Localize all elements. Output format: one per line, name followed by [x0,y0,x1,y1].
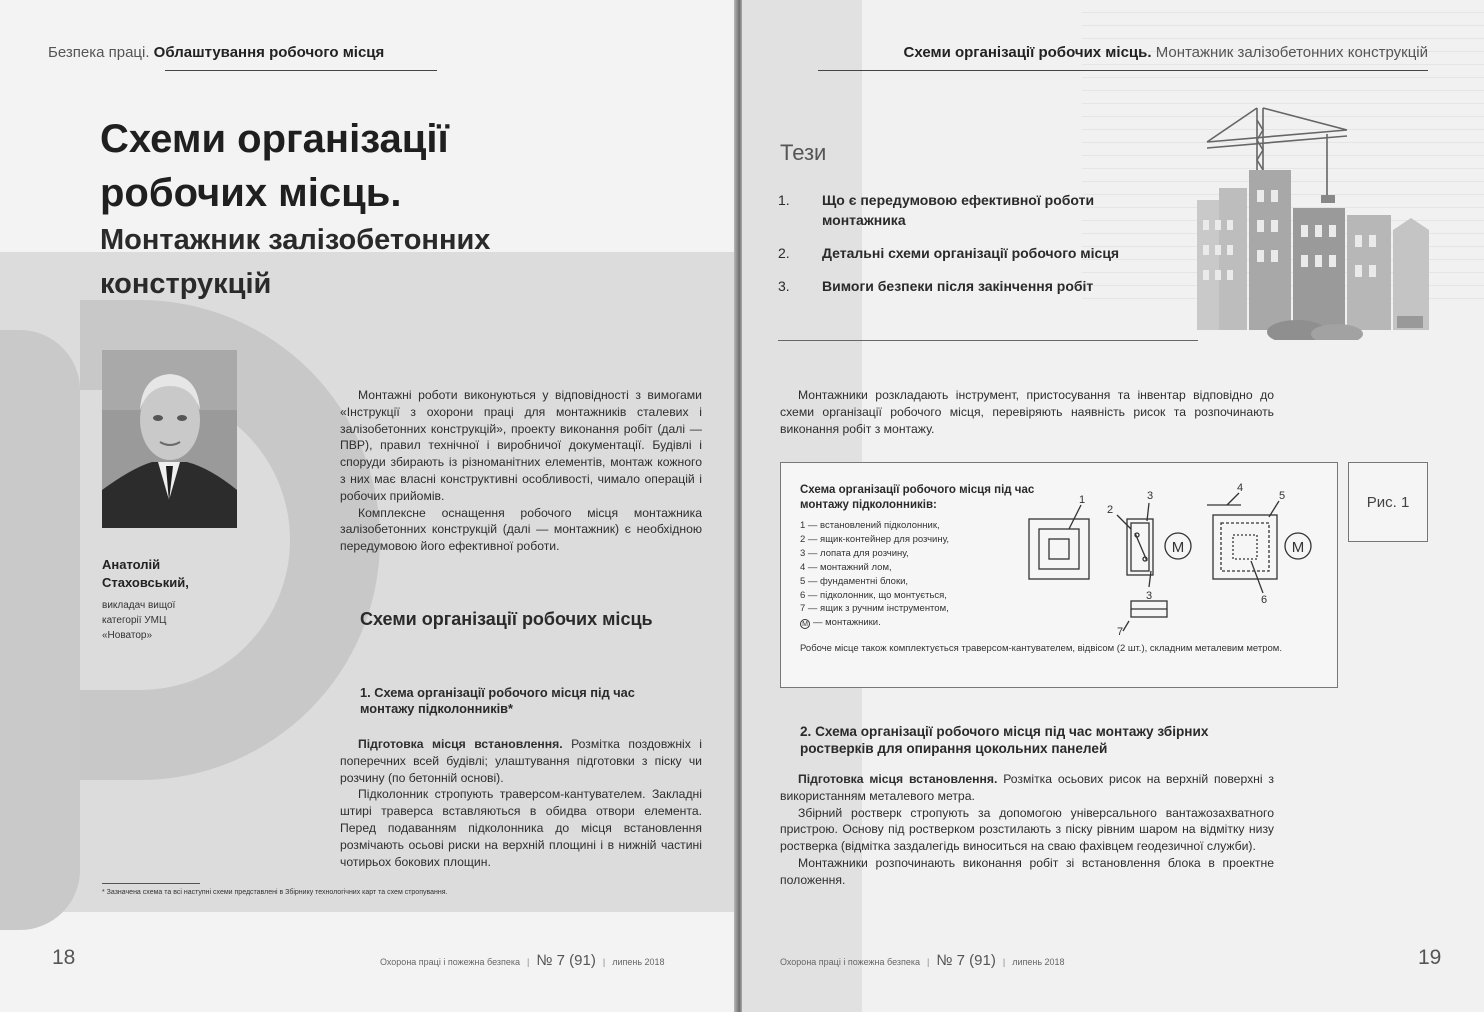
figure-legend [800,519,949,630]
section2-paragraph: Монтажники розпочинають виконання робіт зі встановлення блока в проектне положення. [780,855,1274,887]
subsection-heading: 1. Схема організації робочого місця під час монтажу підколонників* [360,685,635,716]
theses-item [778,243,1198,263]
intro-text [340,387,702,555]
construction-illustration [1197,100,1447,340]
article-subtitle: Монтажник залізобетонних конструкцій [100,224,491,300]
theses-text: Детальні схеми організації робочого місця [822,245,1120,261]
theses-item [778,190,1198,230]
legend-item-text: — монтажники. [813,617,881,629]
legend-item: 6 — підколонник, що монтується, [800,589,947,601]
legend-item: 2 — ящик-контейнер для розчину, [800,533,950,545]
subsection-paragraph: Розмітка поздовжніх і поперечних всей будівлі; улаштування підготовки з піску чи розчину (по бетонній основі). [340,737,702,785]
running-head-left [48,44,384,61]
section2-paragraph: Розмітка осьових рисок на верхній поверхні з використанням металевого метра. [780,772,1275,803]
scheme-label: 4 [1237,482,1244,494]
worker-symbol-icon: М [800,619,810,629]
running-head-section: Облаштування робочого місця [153,44,385,61]
intro-paragraph: Монтажні роботи виконуються у відповідності з вимогами «Інструкції з охорони праці для монтажників сталевих і залізобетонних конструкцій», проекту виконання робіт (далі — ПВР), правил технічної і виробничої документації. Будівлі і споруди збирають із різноманітних елементів, монтаж кожного з них має власні конструктивні особливості, чимало операцій і робочих прийомів. [340,388,702,503]
scheme-foundation-blocks [1213,515,1277,579]
figure-box [780,462,1338,688]
running-head-right [904,44,1428,61]
section2-lead: Підготовка місця встановлення. [798,772,998,786]
running-head-suffix: Монтажник залізобетонних конструкцій [1155,44,1428,61]
footer-date: липень 2018 [612,957,665,967]
theses-number: 1. [778,192,790,208]
figure-note: Робоче місце також комплектується траверсом-кантувателем, відвісом (2 шт.), складним металевим метром. [800,643,1282,654]
scheme-label: 2 [1107,504,1114,516]
theses-text: Що є передумовою ефективної роботи монтажника [822,192,1095,228]
legend-item: 1 — встановлений підколонник, [800,520,940,531]
background-shape [0,330,80,930]
left-page [0,0,738,1012]
running-head-underline [818,70,1428,71]
subsection-lead: Підготовка місця встановлення. [358,737,563,751]
legend-item: 3 — лопата для розчину, [800,547,909,559]
section-heading: Схеми організації робочих місць [360,609,653,629]
author-photo [102,350,237,528]
worker-symbol: М [1171,539,1185,556]
scheme-label: 3 [1147,490,1154,502]
subsection-text [340,736,702,870]
figure-title: Схема організації робочого місця під час монтажу підколонників: [800,484,1035,511]
page-footer: Охорона праці і пожежна безпека | № 7 (91) | липень 2018 [380,952,665,969]
scheme-label: 1 [1079,494,1086,506]
section2-paragraph: Збірний ростверк стропують за допомогою універсального вантажозахватного пристрою. Основу під ростверком розстилають з піску рівним шаром на відмітку низу ростверка (відмітка заздалегідь виноситься на сваю фахівцем геодезичної служби). [780,805,1274,854]
footer-magazine: Охорона праці і пожежна безпека [380,957,521,967]
article-title: Схеми організації робочих місць. [100,117,449,215]
author-name: Анатолій Стаховський, [102,557,189,590]
legend-item [800,616,949,630]
section2-text [780,771,1274,889]
intro-paragraph: Комплексне оснащення робочого місця монтажника залізобетонних конструкцій (далі — монтажник) є необхідною передумовою його ефективної роботи. [340,505,702,554]
author-role: викладач вищої категорії УМЦ «Новатор» [102,600,176,641]
section2-heading: 2. Схема організації робочого місця під час монтажу збірних ростверків для опирання цокольних панелей [800,724,1209,756]
intro-text [780,387,1274,437]
footer-issue: № 7 (91) [536,952,596,969]
scheme-label: 5 [1279,490,1286,502]
running-head-section: Схеми організації робочих місць. [903,44,1152,61]
legend-item: 4 — монтажний лом, [800,561,892,573]
theses-text: Вимоги безпеки після закінчення робіт [822,278,1094,294]
author-portrait-image [102,350,237,528]
worker-symbol: М [1291,539,1305,556]
page-number: 19 [1418,946,1442,969]
scheme-installed-column [1029,519,1089,579]
page-footer: Охорона праці і пожежна безпека | № 7 (91) | липень 2018 [780,952,1065,969]
footer-date: липень 2018 [1012,957,1065,967]
footer-issue: № 7 (91) [936,952,996,969]
scheme-label: 7 [1117,626,1124,635]
theses-number: 3. [778,278,790,294]
scheme-label: 3 [1146,590,1153,602]
theses-list [778,190,1198,309]
workplace-scheme-diagram [1021,475,1331,635]
running-head-underline [165,70,437,71]
theses-divider [778,340,1198,341]
figure-caption: Рис. 1 [1348,462,1428,542]
footer-magazine: Охорона праці і пожежна безпека [780,957,921,967]
footnote-divider [102,883,200,884]
subsection-paragraph: Підколонник стропують траверсом-кантувателем. Закладні штирі траверса вставляються в обидва отвори елемента. Перед подаванням підколонника до місця встановлення розмічають осьові риски на верхній площині і в нижній частині чотирьох бокових площин. [340,787,702,869]
legend-item: 7 — ящик з ручним інструментом, [800,603,949,615]
theses-item [778,276,1198,296]
theses-title: Тези [780,140,827,165]
page-number: 18 [52,946,76,969]
legend-item: 5 — фундаментні блоки, [800,575,909,587]
footnote: * Зазначена схема та всі наступні схеми представлені в Збірнику технологічних карт та схем стропування. [102,889,448,896]
intro-paragraph: Монтажники розкладають інструмент, пристосування та інвентар відповідно до схеми організації робочого місця, перевіряють наявність рисок та розпочинають виконання робіт з монтажу. [780,388,1274,436]
scheme-label: 6 [1261,594,1268,606]
right-page [742,0,1484,1012]
running-head-prefix: Безпека праці. [48,44,150,61]
theses-number: 2. [778,245,790,261]
